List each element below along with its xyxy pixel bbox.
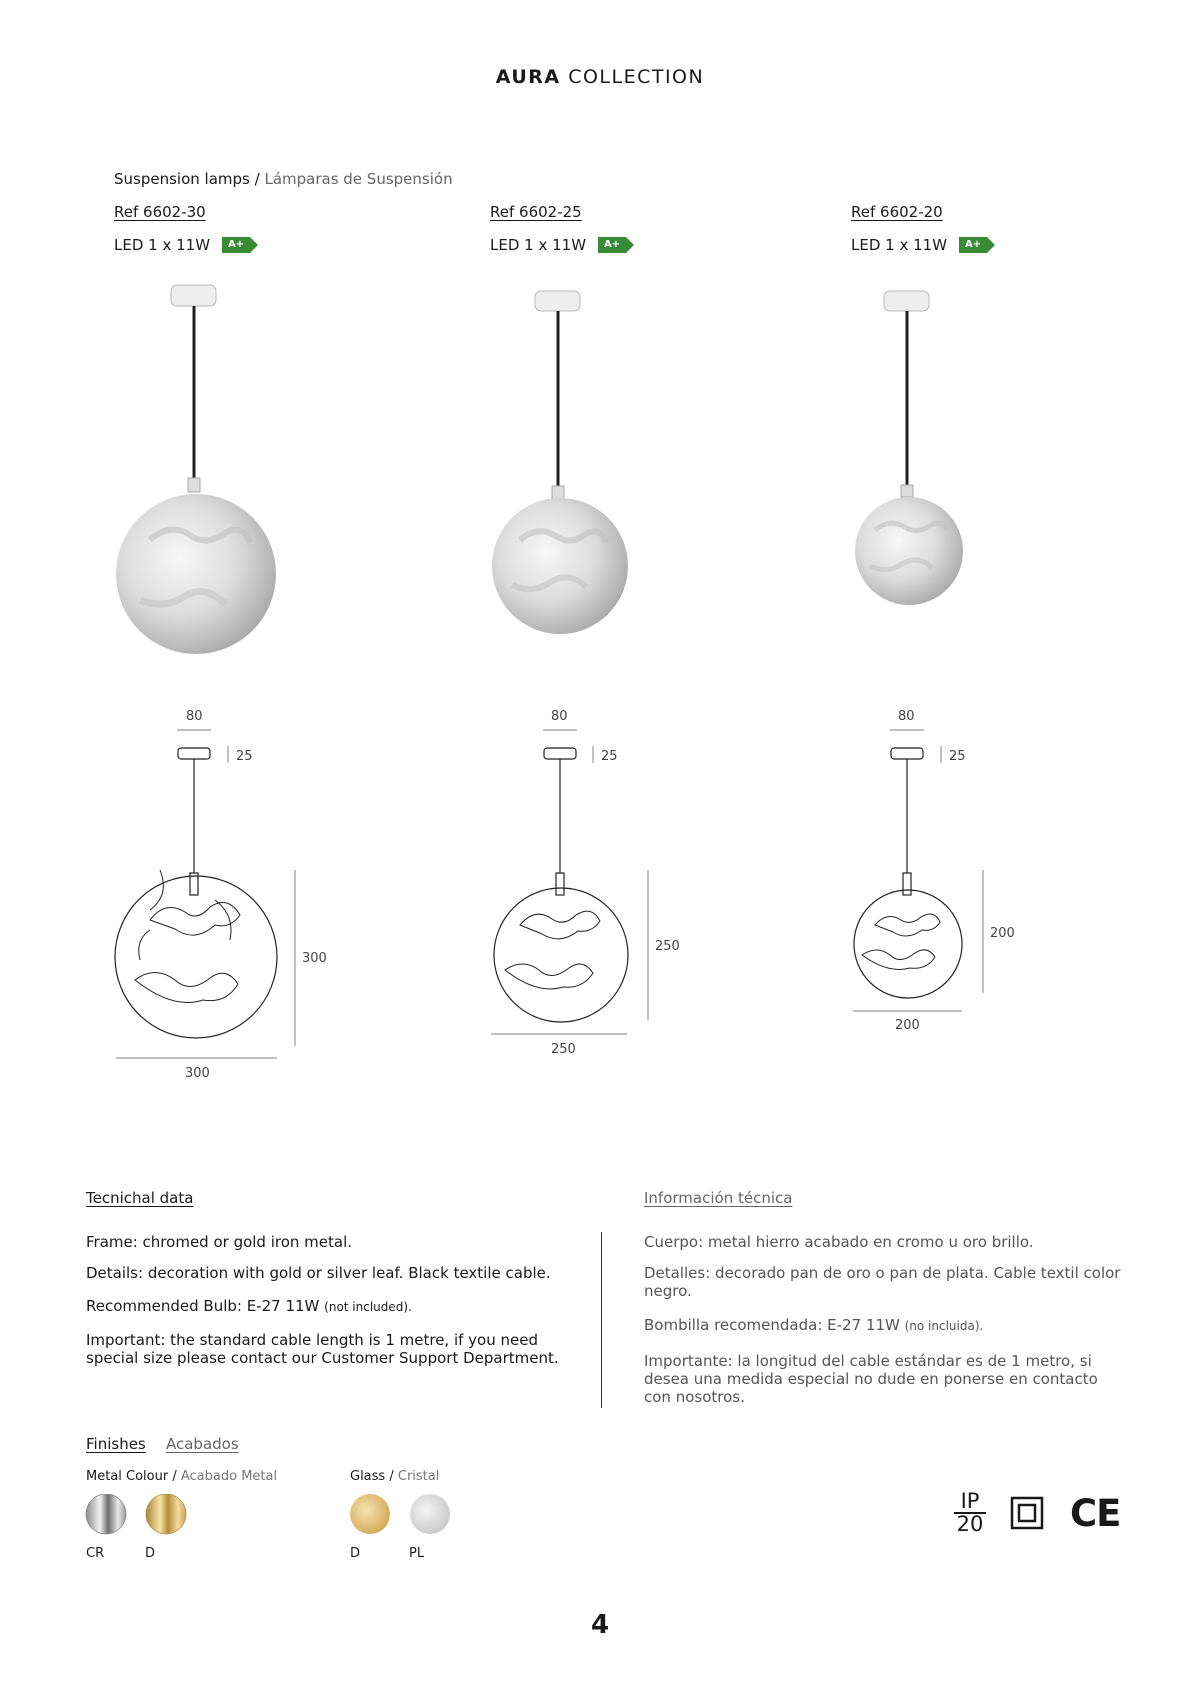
tech-important: Important: the standard cable length is 1 metre, if you need special size please contact our Customer Support Department. (86, 1331, 559, 1367)
tech-details: Details: decoration with gold or silver leaf. Black textile cable. (86, 1264, 551, 1282)
tech-important-es: Importante: la longitud del cable estándar es de 1 metro, si desea una medida especial no dude en ponerse en contacto con nosotros. (644, 1352, 1098, 1406)
lamp-technical-drawing (853, 730, 983, 1011)
glass-label-en: Glass (350, 1469, 386, 1484)
canopy-height-label: 25 (949, 749, 966, 764)
tech-bulb-note: (not included). (324, 1300, 412, 1314)
glass-label (350, 1469, 439, 1484)
ip-rating-top: IP (954, 1491, 986, 1514)
lamp-photo (116, 285, 276, 654)
metal-label-es: Acabado Metal (180, 1469, 278, 1484)
metal-label-separator: / (172, 1469, 177, 1484)
led-spec: LED 1 x 11W (490, 236, 587, 254)
canopy-width-label: 80 (898, 709, 915, 724)
tech-bulb-es (644, 1316, 1124, 1335)
lamp-photo (855, 291, 963, 605)
product-ref[interactable]: Ref 6602-20 (851, 203, 943, 221)
tech-frame: Frame: chromed or gold iron metal. (86, 1233, 353, 1251)
swatch-code: D (350, 1546, 361, 1561)
glass-label-separator: / (389, 1469, 394, 1484)
metal-label-en: Metal Colour (86, 1469, 169, 1484)
tech-data-heading: Tecnichal data (86, 1189, 194, 1207)
canopy-width-label: 80 (551, 709, 568, 724)
tech-bulb-text-es: Bombilla recomendada: E-27 11W (644, 1316, 900, 1334)
ce-mark-icon: CE (1070, 1492, 1121, 1535)
swatch-code: CR (86, 1546, 105, 1561)
section-separator: / (254, 170, 260, 188)
tech-data-heading-es: Información técnica (644, 1189, 793, 1207)
ip-rating-icon (954, 1491, 986, 1535)
collection-word: COLLECTION (568, 66, 705, 88)
width-label: 300 (185, 1066, 210, 1081)
led-spec: LED 1 x 11W (851, 236, 948, 254)
product-ref[interactable]: Ref 6602-25 (490, 203, 582, 221)
metal-swatch-gold[interactable] (146, 1494, 186, 1534)
canopy-width-label: 80 (186, 709, 203, 724)
finishes-heading: Finishes (86, 1435, 146, 1453)
glass-swatch-silver[interactable] (410, 1494, 450, 1534)
section-title-en: Suspension lamps (114, 170, 250, 188)
swatch-code: PL (409, 1546, 425, 1561)
finishes-heading-es: Acabados (166, 1435, 239, 1453)
tech-frame-es: Cuerpo: metal hierro acabado en cromo u oro brillo. (644, 1233, 1034, 1251)
metal-colour-label (86, 1469, 277, 1484)
canopy-height-label: 25 (601, 749, 618, 764)
finish-swatches (80, 1494, 460, 1540)
glass-swatch-gold[interactable] (350, 1494, 390, 1534)
energy-class-badge: A+ (598, 237, 626, 253)
section-title-es: Lámparas de Suspensión (264, 170, 453, 188)
height-label: 300 (302, 951, 327, 966)
tech-details-es: Detalles: decorado pan de oro o pan de plata. Cable textil color negro. (644, 1264, 1121, 1300)
double-insulation-icon (1010, 1496, 1046, 1532)
energy-class-badge: A+ (959, 237, 987, 253)
glass-label-es: Cristal (397, 1469, 440, 1484)
height-label: 250 (655, 939, 680, 954)
width-label: 200 (895, 1018, 920, 1033)
tech-bulb (86, 1297, 566, 1316)
page-number: 4 (590, 1610, 610, 1640)
energy-class-badge: A+ (222, 237, 250, 253)
tech-bulb-text: Recommended Bulb: E-27 11W (86, 1297, 320, 1315)
tech-bulb-note-es: (no incluida). (904, 1319, 984, 1333)
lamp-photo (492, 291, 628, 634)
swatch-code: D (145, 1546, 156, 1561)
lamp-technical-drawing (115, 730, 295, 1058)
lamp-technical-drawing (491, 730, 648, 1034)
canopy-height-label: 25 (236, 749, 253, 764)
led-spec: LED 1 x 11W (114, 236, 211, 254)
ip-rating-bottom: 20 (956, 1512, 984, 1536)
brand-name: AURA (495, 66, 561, 88)
column-divider (601, 1232, 602, 1408)
height-label: 200 (990, 926, 1015, 941)
metal-swatch-chrome[interactable] (86, 1494, 126, 1534)
product-ref[interactable]: Ref 6602-30 (114, 203, 206, 221)
width-label: 250 (551, 1042, 576, 1057)
